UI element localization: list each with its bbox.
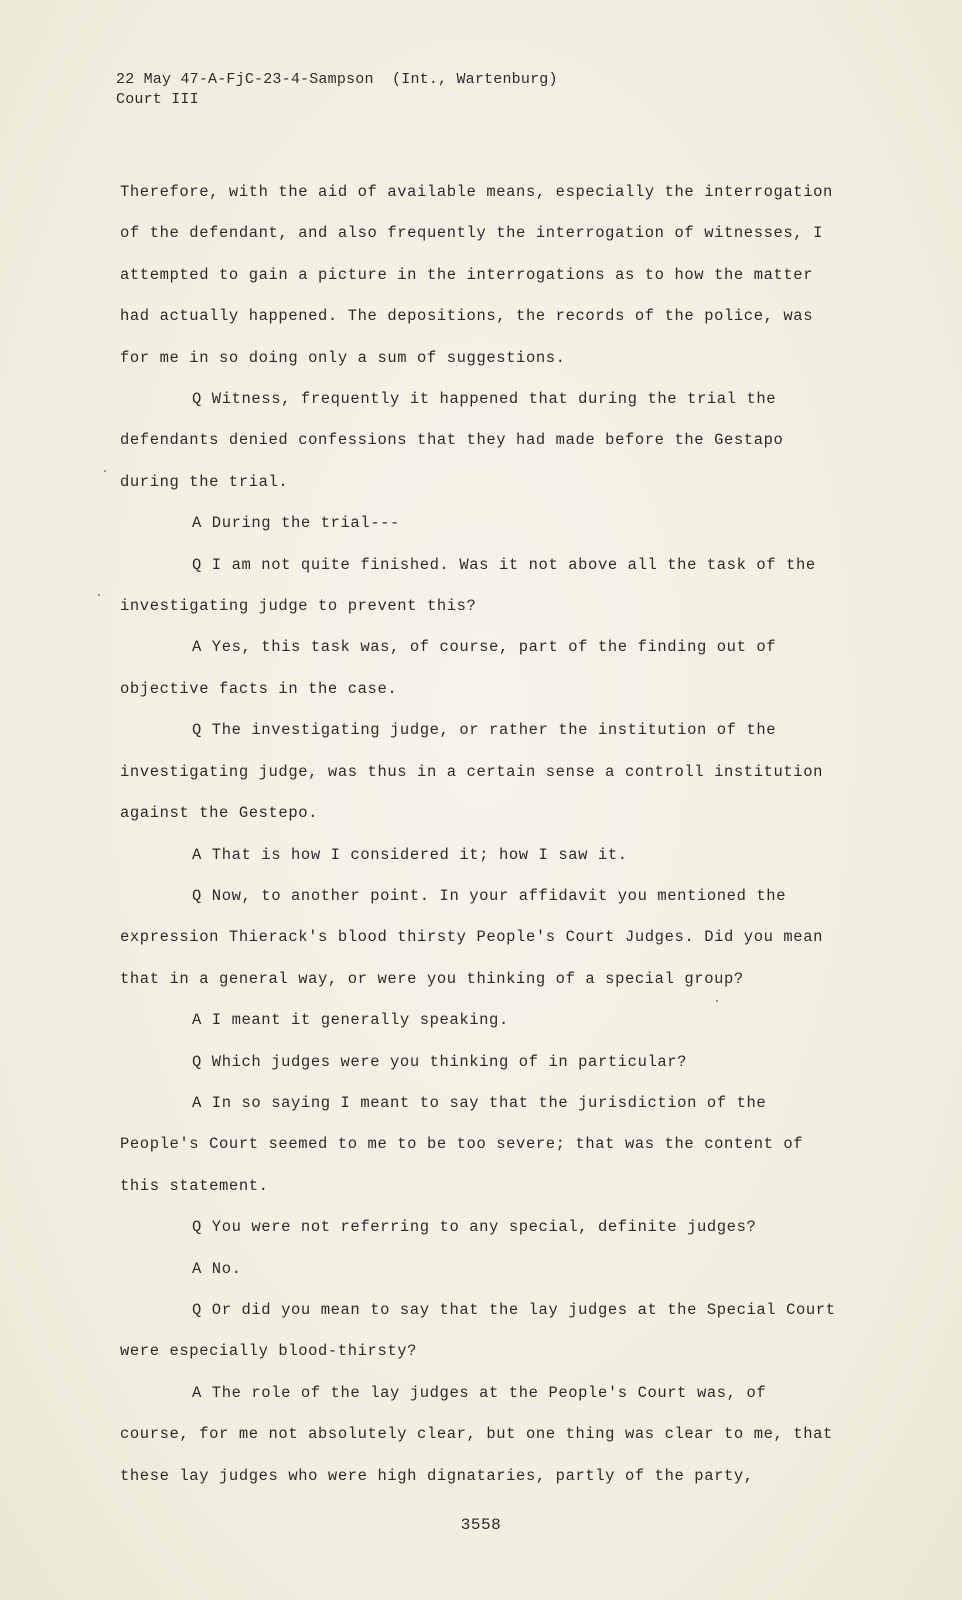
transcript-paragraph: A The role of the lay judges at the People's Court was, of course, for me not absolutely clear, but one thing was clear to me, that these lay judges who were high dignataries, partly of the party, xyxy=(120,1383,833,1485)
transcript-paragraph: Q Which judges were you thinking of in particular? xyxy=(192,1052,688,1071)
transcript-paragraph: A Yes, this task was, of course, part of the finding out of objective facts in the case. xyxy=(120,638,777,698)
transcript-paragraph: A In so saying I meant to say that the jurisdiction of the People's Court seemed to me to be too severe; that was the content of this statement. xyxy=(120,1093,804,1195)
paper-speck xyxy=(104,470,106,472)
header-reference-line: 22 May 47-A-FjC-23-4-Sampson (Int., Wartenburg) xyxy=(116,71,558,88)
transcript-paragraph: A No. xyxy=(192,1259,242,1278)
header-court-line: Court III xyxy=(116,91,199,108)
transcript-paragraph: Q Now, to another point. In your affidavit you mentioned the expression Thierack's blood thirsty People's Court Judges. Did you mean that in a general way, or were you thinking of a special group? xyxy=(120,886,824,988)
page-number: 3558 xyxy=(460,1516,502,1534)
transcript-body xyxy=(120,172,840,1497)
transcript-paragraph: Q Witness, frequently it happened that during the trial the defendants denied confessions that they had made before the Gestapo during the trial. xyxy=(120,390,784,491)
transcript-paragraph: Q Or did you mean to say that the lay judges at the Special Court were especially blood-thirsty? xyxy=(120,1300,836,1361)
transcript-paragraph: A I meant it generally speaking. xyxy=(192,1011,509,1030)
paper-speck xyxy=(716,1000,718,1002)
transcript-paragraph: A During the trial--- xyxy=(192,514,400,533)
document-header xyxy=(116,70,558,110)
transcript-paragraph: Q I am not quite finished. Was it not above all the task of the investigating judge to prevent this? xyxy=(120,555,816,616)
paper-speck xyxy=(98,594,100,596)
transcript-paragraph: Therefore, with the aid of available means, especially the interrogation of the defendant, and also frequently the interrogation of witnesses, I attempted to gain a picture in the interrogations as to how the matter had actually happened. The depositions, the records of the police, was for me in so doing only a sum of suggestions. xyxy=(120,183,833,367)
transcript-paragraph: Q You were not referring to any special, definite judges? xyxy=(192,1218,757,1237)
transcript-paragraph: A That is how I considered it; how I saw it. xyxy=(192,845,628,864)
transcript-paragraph: Q The investigating judge, or rather the institution of the investigating judge, was thus in a certain sense a controll institution against the Gestepo. xyxy=(120,721,824,823)
